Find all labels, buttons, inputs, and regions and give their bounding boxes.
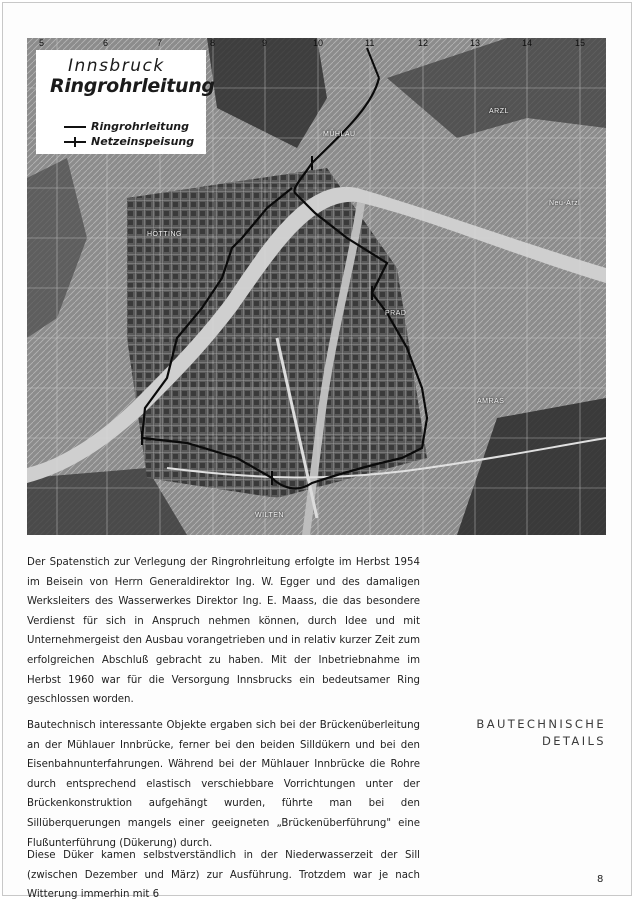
place-label: HÖTTING	[147, 231, 182, 238]
legend-label: Ringrohrleitung	[91, 120, 189, 133]
feed-point-swatch-icon	[64, 141, 86, 143]
legend-item-netzeinspeisung	[64, 135, 194, 148]
paragraph-bautechnisch: Bautechnisch interessante Objekte ergaben sich bei der Brückenüberleitung an der Mühlauer Innbrücke, ferner bei den beiden Silldükern und bei den Eisenbahnunterfahrungen. Während bei der Mühlauer Innbrücke die Rohre durch entsprechend elastisch verschiebbare Vorrichtungen unter der Brückenkonstruktion aufgehängt wurden, führte man bei den Sillüberquerungen mangels einer geeigneten „Brückenüberführung" eine Flußunterführung (Dükerung) durch.	[27, 720, 420, 849]
grid-number: 13	[470, 38, 481, 48]
map-subtitle: Ringrohrleitung	[50, 75, 215, 97]
legend-label: Netzeinspeisung	[91, 135, 195, 148]
city-map	[27, 38, 606, 535]
map-title: Innsbruck	[68, 56, 165, 76]
paragraph-spatenstich: Der Spatenstich zur Verlegung der Ringrohrleitung erfolgte im Herbst 1954 im Beisein von Herrn Generaldirektor Ing. W. Egger und des damaligen Werksleiters des Wasserwerkes Direktor Ing. E. Maass, die das besondere Verdienst für sich in Anspruch nehmen können, durch Idee und mit Unternehmergeist den Ausbau vorangetrieben und in relativ kurzer Zeit zum erfolgreichen Abschluß gebracht zu haben. Mit der Inbetriebnahme im Herbst 1960 war für die Versorgung Innsbrucks ein bedeutsamer Ring geschlossen worden.	[27, 557, 420, 706]
paragraph-dueker: Diese Düker kamen selbstverständlich in der Niederwasserzeit der Sill (zwischen Dezember und März) zur Ausführung. Trotzdem war je nach Witterung immerhin mit 6	[27, 850, 420, 901]
section-heading-line: BAUTECHNISCHE	[476, 717, 606, 731]
grid-number: 6	[103, 38, 109, 48]
grid-number: 9	[262, 38, 268, 48]
section-heading-line: DETAILS	[541, 734, 606, 748]
section-heading	[476, 716, 606, 750]
grid-number: 11	[365, 38, 375, 48]
place-label: Neu-Arzl	[549, 200, 581, 207]
place-label: MÜHLAU	[323, 131, 356, 138]
page-number: 8	[597, 874, 604, 885]
legend-item-ringrohrleitung	[64, 120, 189, 133]
grid-number: 10	[313, 38, 324, 48]
grid-number: 8	[210, 38, 216, 48]
grid-number: 15	[575, 38, 586, 48]
grid-number: 14	[522, 38, 533, 48]
map-legend	[36, 50, 215, 154]
place-label: PRAD	[385, 310, 407, 317]
place-label: ARZL	[489, 108, 509, 115]
place-label: WILTEN	[255, 512, 284, 519]
place-label: AMRAS	[477, 398, 505, 405]
grid-number: 5	[39, 38, 45, 48]
line-swatch-icon	[64, 126, 86, 128]
grid-number: 12	[418, 38, 429, 48]
grid-number: 7	[157, 38, 163, 48]
